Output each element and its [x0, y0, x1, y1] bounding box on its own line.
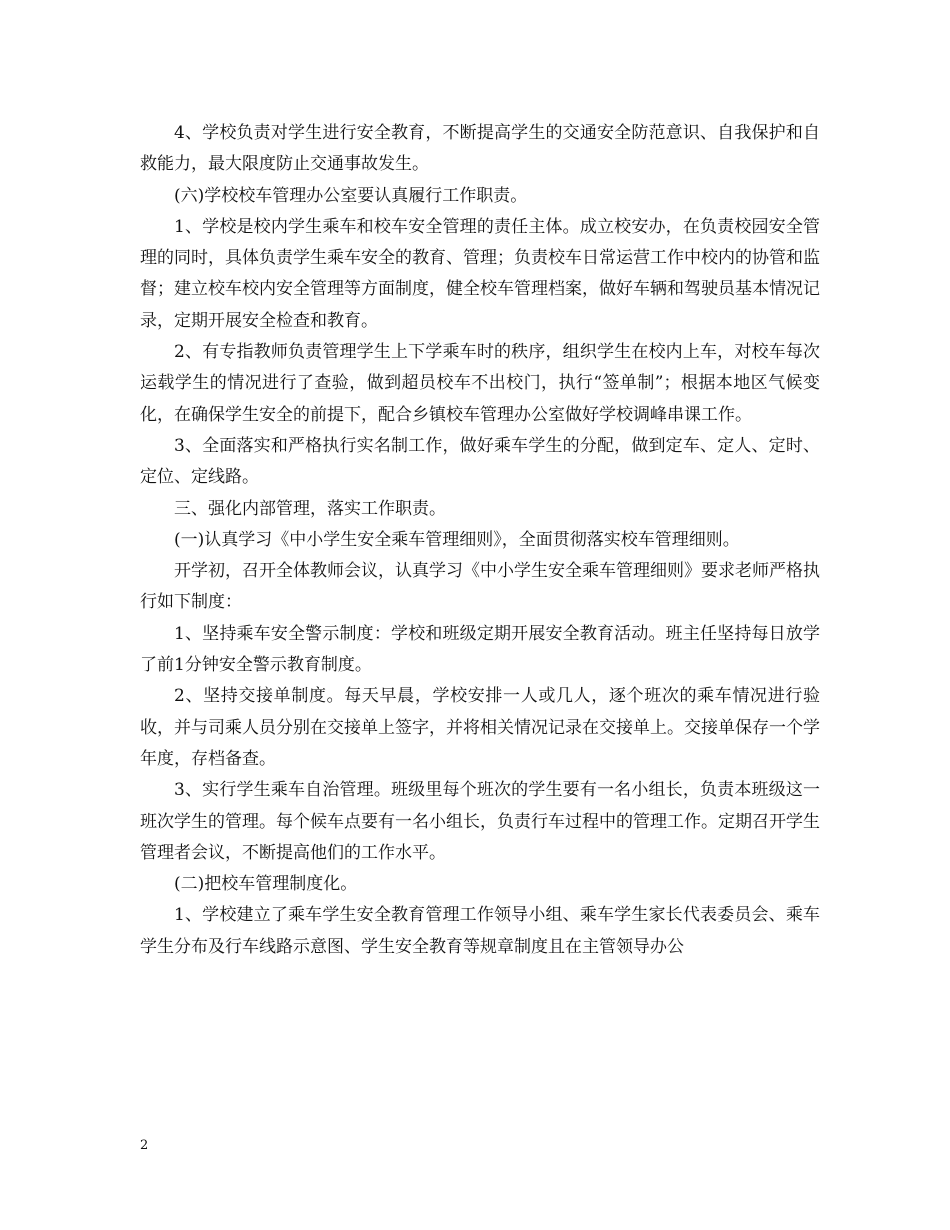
- paragraph-6: 开学初，召开全体教师会议，认真学习《中小学生安全乘车管理细则》要求老师严格执行如下制度：: [140, 561, 820, 613]
- paragraph-10: 1、学校建立了乘车学生安全教育管理工作领导小组、乘车学生家长代表委员会、乘车学生分布及行车线路示意图、学生安全教育等规章制度且在主管领导办公: [140, 905, 820, 957]
- paragraph-1: 4、学校负责对学生进行安全教育，不断提高学生的交通安全防范意识、自我保护和自救能力，最大限度防止交通事故发生。: [140, 123, 820, 175]
- paragraph-2: (六)学校校车管理办公室要认真履行工作职责。: [174, 185, 528, 206]
- subheading-2: (二)把校车管理制度化。: [174, 874, 358, 895]
- paragraph-8: 2、坚持交接单制度。每天早晨，学校安排一人或几人，逐个班次的乘车情况进行验收，并与司乘人员分别在交接单上签字，并将相关情况记录在交接单上。交接单保存一个学年度，存档备查。: [140, 686, 820, 769]
- paragraph-3: 1、学校是校内学生乘车和校车安全管理的责任主体。成立校安办，在负责校园安全管理的同时，具体负责学生乘车安全的教育、管理；负责校车日常运营工作中校内的协管和监督；建立校车校内安全管理等方面制度，健全校车管理档案，做好车辆和驾驶员基本情况记录，定期开展安全检查和教育。: [140, 216, 820, 331]
- paragraph-5: 3、全面落实和严格执行实名制工作，做好乘车学生的分配，做到定车、定人、定时、定位、定线路。: [140, 435, 820, 488]
- subheading-1: (一)认真学习《中小学生安全乘车管理细则》，全面贯彻落实校车管理细则。: [174, 529, 740, 550]
- page-number: 2: [140, 1138, 149, 1153]
- paragraph-4: 2、有专指教师负责管理学生上下学乘车时的秩序，组织学生在校内上车，对校车每次运载学生的情况进行了查验，做到超员校车不出校门，执行“签单制”；根据本地区气候变化，在确保学生安全的前提下，配合乡镇校车管理办公室做好学校调峰串课工作。: [140, 342, 820, 425]
- paragraph-7: 1、坚持乘车安全警示制度：学校和班级定期开展安全教育活动。班主任坚持每日放学了前1分钟安全警示教育制度。: [140, 623, 820, 676]
- body-text: [140, 118, 820, 963]
- section-heading-3: 三、强化内部管理，落实工作职责。: [174, 498, 446, 519]
- paragraph-9: 3、实行学生乘车自治管理。班级里每个班次的学生要有一名小组长，负责本班级这一班次学生的管理。每个候车点要有一名小组长，负责行车过程中的管理工作。定期召开学生管理者会议，不断提高他们的工作水平。: [140, 780, 820, 863]
